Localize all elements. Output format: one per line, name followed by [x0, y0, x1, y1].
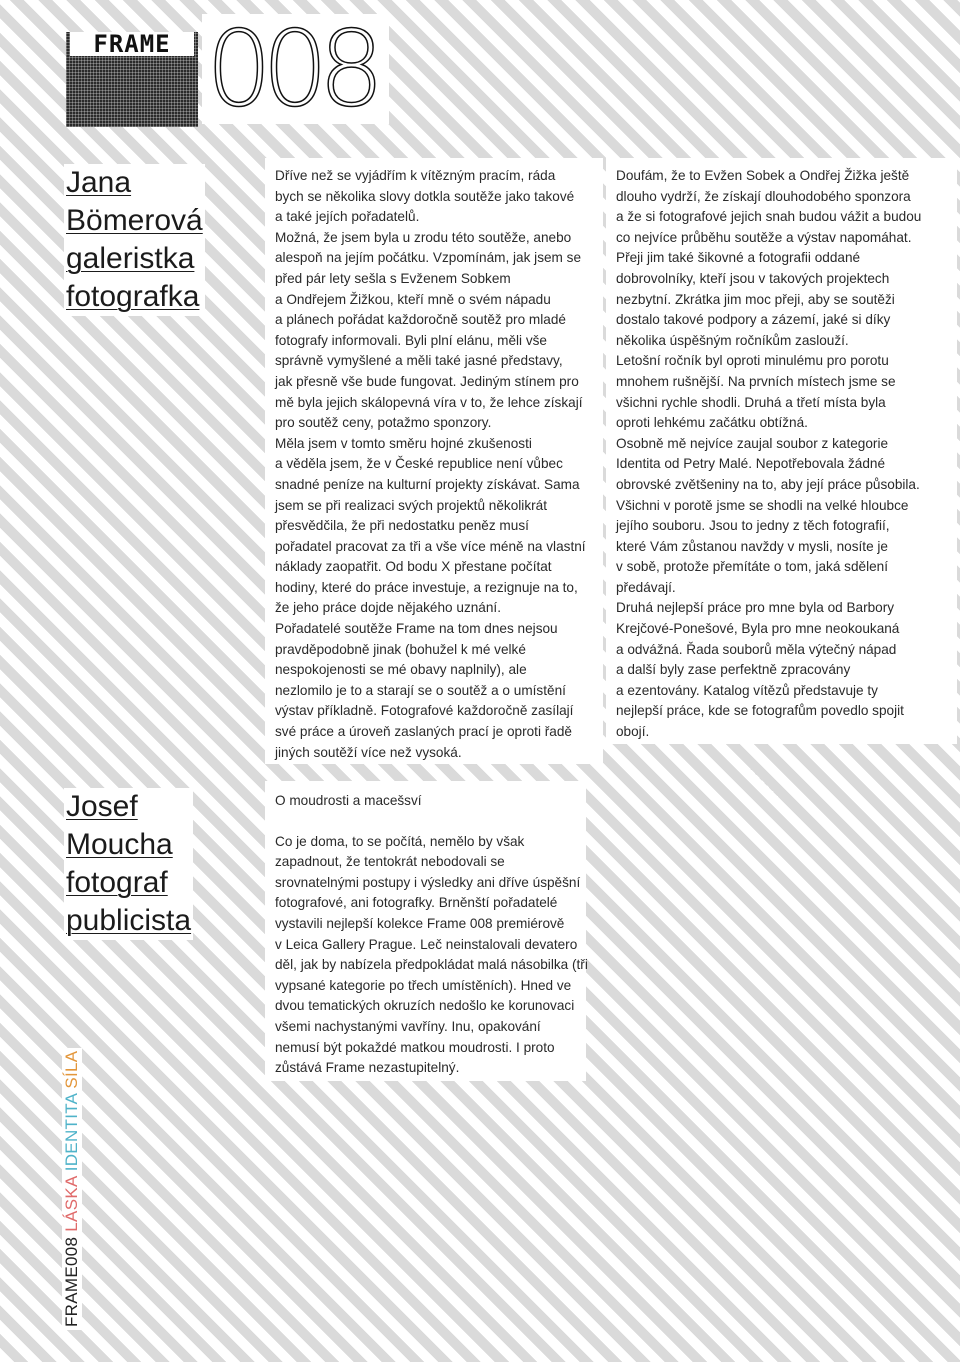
text-line: náklady zaopatřit. Od bodu X přestane počítat [275, 559, 552, 575]
author-line: galeristka [66, 242, 195, 275]
side-label-frame: FRAME [62, 1266, 81, 1327]
text-line: pořadatel pracovat za tři a vše více méně na vlastní [275, 538, 586, 554]
text-line: Přeji jim také šikovné a fotografii oddané [616, 250, 861, 266]
text-line: jiných soutěží více než vysoká. [275, 744, 462, 760]
text-line: bych se několika slovy dotkla soutěže jako takové [275, 188, 575, 204]
text-line: dostalo takové podpory a zázemí, jaké si díky [616, 312, 891, 328]
text-line: Možná, že jsem byla u zrodu této soutěže, anebo [275, 229, 572, 245]
text-line: které Vám zůstanou navždy v mysli, nosíte je [616, 538, 888, 554]
text-line: nespokojenosti se mé obavy naplnily), ale [275, 662, 527, 678]
author-line: Jana [66, 166, 132, 199]
text-line: co nejvíce průběhu soutěže a výstav napomáhat. [616, 229, 912, 245]
text-line: Všichni v porotě jsme se shodli na velké hloubce [616, 497, 909, 513]
text-line: Pořadatelé soutěže Frame na tom dnes nejsou [275, 621, 558, 637]
frame-logo [66, 32, 198, 127]
text-line: přesvědčila, že při nedostatku peněz musí [275, 518, 529, 534]
text-line: mě byla jejich skálopevná víra v to, že lehce získají [275, 394, 583, 410]
text-column-3 [265, 781, 586, 1081]
text-column-2 [606, 158, 957, 744]
side-label-laska: LÁSKA [62, 1171, 81, 1232]
text-line: srovnatelnými postupy i výsledky ani dříve úspěšní [275, 874, 581, 890]
text-line: mnohem rušnější. Na prvních místech jsme se [616, 373, 896, 389]
text-line: dlouho vydrží, že získají dlouhodobého sponzora [616, 188, 911, 204]
text-line: a věděla jsem, že v České republice není vůbec [275, 456, 563, 472]
author-line: Bömerová [66, 204, 203, 237]
section-title: O moudrosti a macešsví [275, 793, 422, 808]
text-line: že jeho práce dojde nějakého uznání. [275, 600, 501, 616]
text-line: jsem se při realizaci svých projektů několikrát [275, 497, 547, 513]
text-line: své práce a úroveň zaslaných prací je oproti řadě [275, 724, 572, 740]
text-line: jejího souboru. Jsou to jedny z těch fotografií, [616, 518, 890, 534]
text-line: fotografy informovali. Byli plní elánu, měli vše [275, 332, 547, 348]
author-line: publicista [66, 904, 192, 937]
text-line: hodiny, které do práce investuje, a rezignuje na to, [275, 579, 578, 595]
text-line: Letošní ročník byl oproti minulému pro porotu [616, 353, 889, 369]
text-line: zapadnout, že tentokrát nebodovali se [275, 854, 505, 870]
text-line: před pár lety sešla s Evženem Sobkem [275, 270, 511, 286]
text-line: a další byly zase perfektně zpracovány [616, 662, 851, 678]
text-line: zůstává Frame nezastupitelný. [275, 1060, 460, 1076]
text-line: fotografové, ani fotografky. Brněnští pořadatelé [275, 895, 558, 911]
author-name-moucha [64, 788, 193, 940]
text-line: děl, jak by nabízela předpokládat malá násobilka (tři [275, 957, 588, 973]
text-line: Doufám, že to Evžen Sobek a Ondřej Žižka ještě [616, 168, 910, 183]
text-line: Druhá nejlepší práce pro mne byla od Barbory [616, 600, 895, 616]
author-line: Moucha [66, 828, 173, 861]
side-label-number: 008 [62, 1231, 81, 1266]
text-line: správně vymyšlené a měli také jasné představy, [275, 353, 563, 369]
text-column-1 [265, 158, 603, 764]
text-line: předávají. [616, 579, 676, 595]
text-line: několika úspěšným ročníkům zaslouží. [616, 332, 849, 348]
text-line: všichni rychle shodli. Druhá a třetí místa byla [616, 394, 886, 410]
side-label-identita: IDENTITA [62, 1088, 81, 1172]
side-label-sila: SÍLA [62, 1050, 81, 1089]
text-line: v sobě, protože přemítáte o tom, jaká sdělení [616, 559, 889, 575]
text-line: nemusí být pokaždé matkou moudrosti. I proto [275, 1039, 555, 1055]
text-line: Identita od Petry Malé. Nepotřebovala žádné [616, 456, 886, 472]
text-line: pro soutěž ceny, potažmo sponzory. [275, 415, 492, 431]
text-line: obrovské zvětšeniny na to, aby její práce působila. [616, 476, 920, 492]
text-line: Co je doma, to se počítá, nemělo by však [275, 833, 525, 849]
text-line: Měla jsem v tomto směru hojné zkušenosti [275, 435, 532, 451]
text-line: snadné peníze na kulturní projekty získávat. Sama [275, 476, 580, 492]
text-line: a odvážná. Řada souborů měla výtečný nápad [616, 641, 897, 657]
text-line: všemi nachystanými vavříny. Inu, opakování [275, 1018, 541, 1034]
text-line: Dříve než se vyjádřím k vítězným pracím, ráda [275, 168, 556, 183]
text-line: Krejčové-Ponešové, Byla pro mne neokoukaná [616, 621, 900, 637]
text-line: vystavili nejlepší kolekce Frame 008 premiérově [275, 915, 565, 931]
text-line: nezbytní. Zkrátka jim moc přeji, aby se soutěži [616, 291, 895, 307]
text-line: nejlepší práce, kde se fotografům povedlo spojit [616, 703, 904, 719]
text-line: pravděpodobně jinak (bohužel k mé velké [275, 641, 526, 657]
text-line: a plánech pořádat každoročně soutěž pro mladé [275, 312, 566, 328]
author-line: Josef [66, 790, 138, 823]
text-line: alespoň na jejím počátku. Vzpomínám, jak jsem se [275, 250, 582, 266]
text-line: v Leica Gallery Prague. Leč neinstalovali devatero [275, 936, 578, 952]
text-line: výstav příkladně. Fotografové každoročně zasílají [275, 703, 574, 719]
text-line: a ezentovány. Katalog vítězů představuje ty [616, 682, 878, 698]
author-name-bomerova [64, 164, 205, 316]
logo-number: 008 [202, 14, 389, 124]
text-line: jak přesně vše bude fungovat. Jediným stínem pro [275, 373, 579, 389]
text-line: dvou tematických okruzích nedošlo ke korunovaci [275, 998, 575, 1014]
author-line: fotografka [66, 280, 200, 313]
text-line: a také jejích pořadatelů. [275, 209, 420, 225]
text-line: Osobně mě nejvíce zaujal soubor z kategorie [616, 435, 889, 451]
text-line: a že si fotografové jejich snah budou vážit a budou [616, 209, 922, 225]
text-line: obojí. [616, 724, 650, 740]
text-line: nezlomilo je to a starají se o soutěž a o umístění [275, 682, 566, 698]
author-line: fotograf [66, 866, 168, 899]
frame-side-label [62, 1048, 82, 1330]
text-line: a Ondřejem Žižkou, kteří mně o svém nápadu [275, 291, 551, 307]
text-line: dobrovolníky, kteří jsou v takových projektech [616, 270, 890, 286]
frame-logo-word: FRAME [70, 32, 194, 56]
text-line: oproti lehkému začátku obtížná. [616, 415, 808, 431]
text-line: vypsané kategorie po třech umístěních). Hned ve [275, 977, 572, 993]
